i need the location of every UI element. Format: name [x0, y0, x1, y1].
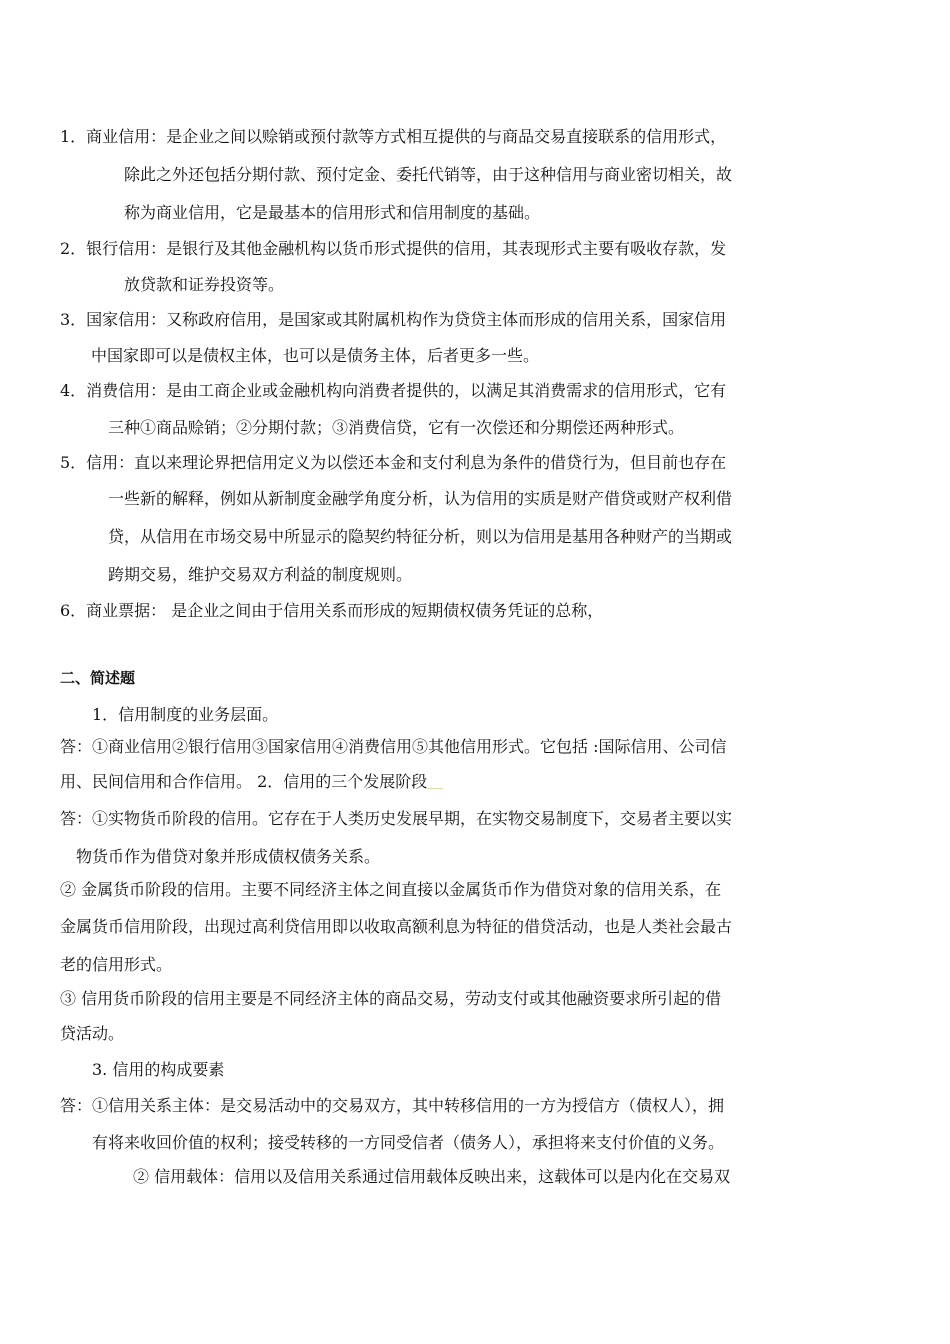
definition-5-line-4: 跨期交易，维护交易双方利益的制度规则。 [108, 565, 413, 584]
question-3: 3. 信用的构成要素 [92, 1060, 225, 1079]
definition-5-line-1: 5．信用：直以来理论界把信用定义为以偿还本金和支付利息为条件的借贷行为，但目前也存在 [60, 453, 727, 472]
definition-3-line-2: 中国家即可以是债权主体，也可以是债务主体，后者更多一些。 [91, 346, 540, 365]
question-1: 1．信用制度的业务层面。 [92, 705, 279, 724]
highlight-mark [427, 776, 443, 789]
definition-4-line-1: 4．消费信用：是由工商企业或金融机构向消费者提供的，以满足其消费需求的信用形式，它有 [60, 381, 727, 400]
definition-5-line-3: 贷，从信用在市场交易中所显示的隐契约特征分析，则以为信用是基用各种财产的当期或 [108, 527, 733, 546]
answer-1-line-2 [60, 772, 443, 792]
answer-1-line-1: 答：①商业信用②银行信用③国家信用④消费信用⑤其他信用形式。它包括 :国际信用、公司信 [60, 737, 727, 756]
answer-3-line-3: ② 信用载体：信用以及信用关系通过信用载体反映出来，这载体可以是内化在交易双 [133, 1167, 731, 1186]
answer-2-line-2: 物货币作为借贷对象并形成债权债务关系。 [76, 847, 381, 866]
answer-2-line-1: 答：①实物货币阶段的信用。它存在于人类历史发展早期，在实物交易制度下，交易者主要以实 [60, 809, 733, 828]
answer-1-line-2-text: 用、民间信用和合作信用。 2．信用的三个发展阶段 [60, 772, 428, 791]
definition-3-line-1: 3．国家信用：又称政府信用，是国家或其附属机构作为贷贷主体而形成的信用关系，国家信用 [60, 310, 727, 329]
definition-4-line-2: 三种①商品赊销；②分期付款；③消费信贷，它有一次偿还和分期偿还两种形式。 [108, 418, 685, 437]
answer-2b-line-2: 金属货币信用阶段，出现过高利贷信用即以收取高额利息为特征的借贷活动，也是人类社会最古 [60, 917, 733, 936]
answer-2b-line-1: ② 金属货币阶段的信用。主要不同经济主体之间直接以金属货币作为借贷对象的信用关系，在 [60, 880, 722, 899]
definition-1-line-2: 除此之外还包括分期付款、预付定金、委托代销等，由于这种信用与商业密切相关，故 [124, 165, 733, 184]
section-heading: 二、简述题 [60, 669, 136, 687]
definition-1-line-1: 1．商业信用：是企业之间以赊销或预付款等方式相互提供的与商品交易直接联系的信用形式， [60, 127, 727, 146]
answer-3-line-1: 答：①信用关系主体：是交易活动中的交易双方，其中转移信用的一方为授信方（债权人），拥 [60, 1096, 725, 1115]
definition-1-line-3: 称为商业信用，它是最基本的信用形式和信用制度的基础。 [124, 203, 541, 222]
answer-2b-line-3: 老的信用形式。 [60, 955, 173, 974]
definition-2-line-2: 放贷款和证券投资等。 [124, 275, 285, 294]
answer-3-line-2: 有将来收回价值的权利；接受转移的一方同受信者（债务人），承担将来支付价值的义务。 [92, 1133, 725, 1152]
definition-2-line-1: 2．银行信用：是银行及其他金融机构以货币形式提供的信用，其表现形式主要有吸收存款，发 [60, 239, 727, 258]
answer-2c-line-2: 贷活动。 [60, 1024, 125, 1043]
answer-2c-line-1: ③ 信用货币阶段的信用主要是不同经济主体的商品交易，劳动支付或其他融资要求所引起的借 [60, 989, 722, 1008]
definition-6-line-1: 6．商业票据： 是企业之间由于信用关系而形成的短期债权债务凭证的总称， [60, 601, 604, 620]
definition-5-line-2: 一些新的解释，例如从新制度金融学角度分析，认为信用的实质是财产借贷或财产权利借 [108, 489, 733, 508]
